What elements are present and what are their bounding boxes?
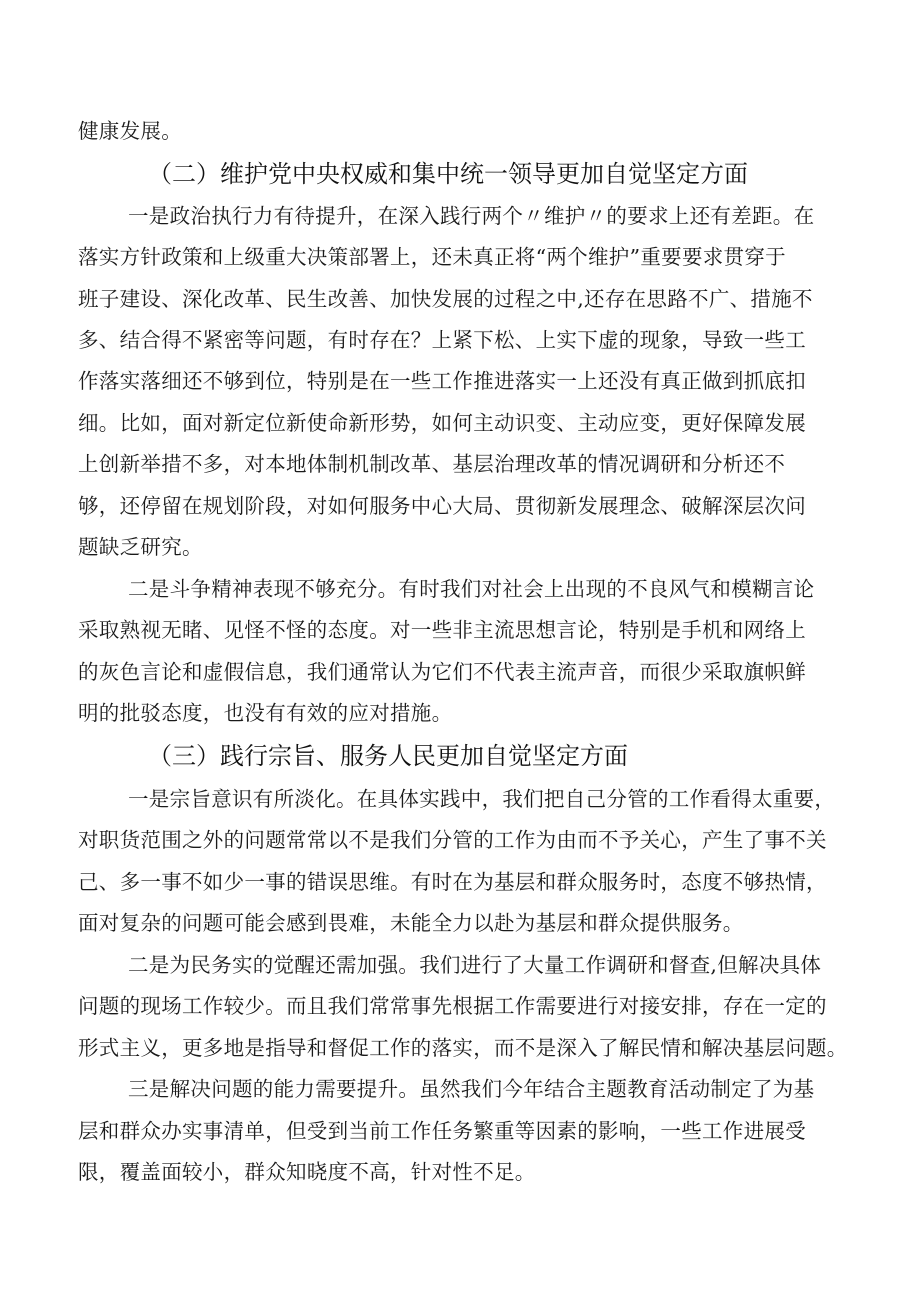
section-heading-2: （二）维护党中央权威和集中统一领导更加自觉坚定方面: [148, 160, 748, 188]
paragraph-line: 多、结合得不紧密等问题，有时存在？上紧下松、上实下虚的现象，导致一些工: [78, 328, 806, 352]
section-heading-3: （三）践行宗旨、服务人民更加自觉坚定方面: [148, 742, 628, 770]
paragraph-line: 班子建设、深化改革、民生改善、加快发展的过程之中,还存在思路不广、措施不: [78, 287, 813, 311]
paragraph-line: 一是宗旨意识有所淡化。在具体实践中，我们把自己分管的工作看得太重要，: [128, 787, 836, 811]
paragraph-line: 问题的现场工作较少。而且我们常常事先根据工作需要进行对接安排，存在一定的: [78, 994, 827, 1018]
paragraph-line: 的灰色言论和虚假信息，我们通常认为它们不代表主流声音，而很少采取旗帜鲜: [78, 660, 806, 684]
paragraph-line: 明的批驳态度，也没有有效的应对措施。: [78, 701, 453, 725]
paragraph-line: 落实方针政策和上级重大决策部署上，还未真正将“两个维护”重要要求贯穿于: [78, 245, 786, 269]
paragraph-line: 够，还停留在规划阶段，对如何服务中心大局、贯彻新发展理念、破解深层次问: [78, 494, 806, 518]
paragraph-line: 对职货范围之外的问题常常以不是我们分管的工作为由而不予关心，产生了事不关: [78, 828, 827, 852]
paragraph-line: 二是为民务实的觉醒还需加强。我们进行了大量工作调研和督查,但解决具体: [128, 953, 822, 977]
paragraph-line: 细。比如，面对新定位新使命新形势，如何主动识变、主动应变，更好保障发展: [78, 411, 806, 435]
paragraph-line: 限，覆盖面较小，群众知晓度不高，针对性不足。: [78, 1160, 536, 1184]
paragraph-line: 己、多一事不如少一事的错误思维。有时在为基层和群众服务时，态度不够热情，: [78, 870, 827, 894]
paragraph-line: 二是斗争精神表现不够充分。有时我们对社会上出现的不良风气和模糊言论: [128, 577, 815, 601]
paragraph-line: 采取熟视无睹、见怪不怪的态度。对一些非主流思想言论，特别是手机和网络上: [78, 618, 806, 642]
paragraph-line: 作落实落细还不够到位，特别是在一些工作推进落实一上还没有真正做到抓底扣: [78, 369, 806, 393]
paragraph-line: 题缺乏研究。: [78, 535, 203, 559]
paragraph-line: 三是解决问题的能力需要提升。虽然我们今年结合主题教育活动制定了为基: [128, 1077, 815, 1101]
paragraph-line: 健康发展。: [78, 119, 182, 143]
paragraph-line: 面对复杂的问题可能会感到畏难，未能全力以赴为基层和群众提供服务。: [78, 911, 744, 935]
paragraph-line: 形式主义，更多地是指导和督促工作的落实，而不是深入了解民情和解决基层问题。: [78, 1036, 848, 1060]
paragraph-line: 上创新举措不多，对本地体制机制改革、基层治理改革的情况调研和分析还不: [78, 452, 786, 476]
paragraph-line: 一是政治执行力有待提升，在深入践行两个〃维护〃的要求上还有差距。在: [128, 204, 815, 228]
paragraph-line: 层和群众办实事清单，但受到当前工作任务繁重等因素的影响，一些工作进展受: [78, 1119, 806, 1143]
